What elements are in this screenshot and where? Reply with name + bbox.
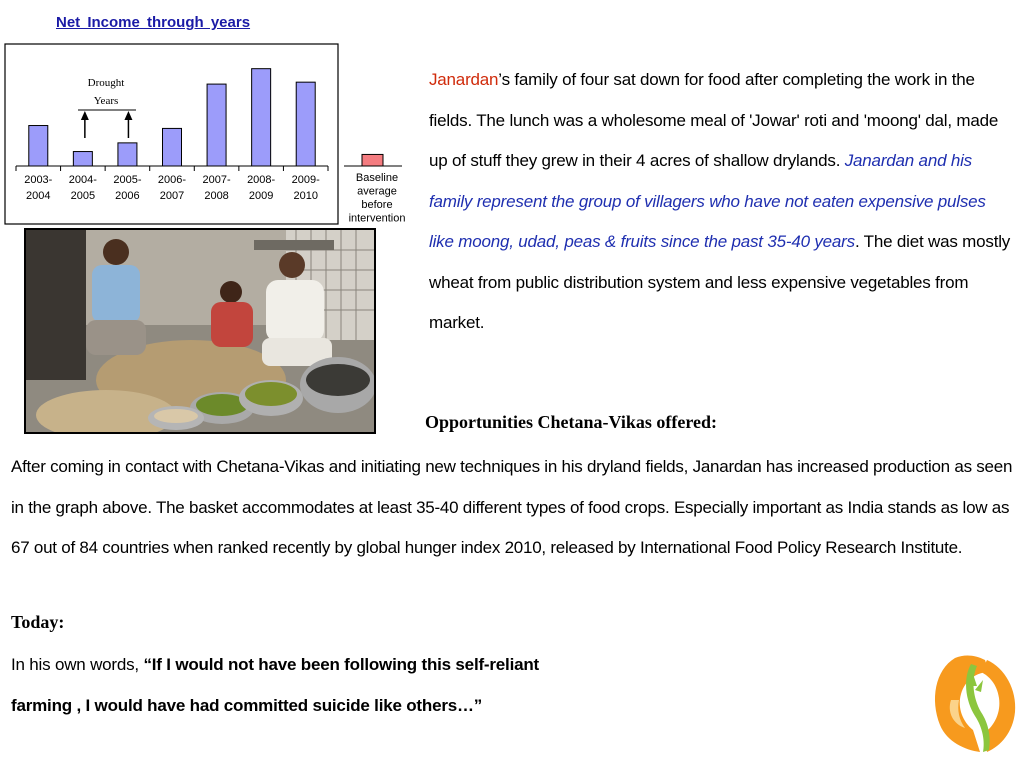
- category-label: 2009-: [291, 174, 320, 186]
- quote-intro: In his own words,: [11, 655, 144, 674]
- category-label: 2009: [248, 190, 274, 202]
- story-text-1: ’s family of four sat down for food after completing the work in the fields. The lunch was a wholesome meal of 'Jowar' roti and 'moong' dal, made up of stuff they grew in their 4 acres of shallow drylands.: [429, 70, 999, 170]
- quote-part-2: farming , I would have had committed suicide like others…”: [11, 696, 483, 715]
- baseline-label: average: [357, 185, 397, 198]
- category-label: 2005: [70, 190, 96, 202]
- category-label: 2010: [293, 190, 318, 202]
- category-label: 2008: [204, 190, 229, 202]
- opportunities-body: After coming in contact with Chetana-Vikas and initiating new techniques in his dryland fields, Janardan has increased production as seen in the graph above. The basket accommodates at least 35-40 different types of food crops. Especially important as India stands as low as 67 out of 84 countries when ranked recently by global hunger index 2010, released by International Food Policy Research Institute.: [11, 457, 1013, 557]
- bar-2007-2008: [207, 84, 226, 166]
- category-label: 2004-: [68, 174, 97, 186]
- category-label: 2003-: [24, 174, 53, 186]
- story-paragraph: [429, 60, 1014, 344]
- family-photo: [24, 228, 376, 434]
- today-heading: Today:: [11, 612, 65, 632]
- category-label: 2007: [159, 190, 185, 202]
- category-label: 2008-: [247, 174, 276, 186]
- category-label: 2004: [26, 190, 51, 202]
- story-name: Janardan: [429, 70, 499, 89]
- chart-title: Net Income through years: [56, 14, 251, 31]
- bar-2008-2009: [252, 69, 271, 166]
- bar-2006-2007: [163, 128, 182, 166]
- quote-line-1: [11, 655, 539, 675]
- bar-2009-2010: [296, 82, 315, 166]
- net-income-chart: [0, 40, 420, 230]
- category-label: 2006-: [157, 174, 187, 186]
- baseline-label: before: [361, 199, 393, 211]
- bar-2003-2004: [29, 126, 48, 166]
- drought-label-line2: Years: [93, 95, 119, 107]
- story-italic-text: Janardan and his family represent the group of villagers who have not eaten expensive pulses like moong, udad, peas & fruits since the past 35-40 years: [429, 151, 986, 251]
- family-photo-illustration: [26, 230, 374, 432]
- category-label: 2007-: [202, 174, 231, 186]
- bar-2004-2005: [73, 152, 92, 166]
- bar-2005-2006: [118, 143, 137, 166]
- opportunities-heading: Opportunities Chetana-Vikas offered:: [425, 412, 717, 432]
- baseline-label: intervention: [348, 212, 406, 225]
- drought-label-line1: Drought: [87, 77, 125, 89]
- baseline-label: Baseline: [355, 172, 399, 184]
- quote-part-1: “If I would not have been following this self-reliant: [143, 655, 540, 674]
- story-text-2: . The diet was mostly wheat from public distribution system and less expensive vegetables from market.: [429, 232, 1011, 332]
- category-label: 2005-: [113, 174, 142, 186]
- chetana-vikas-logo: [925, 650, 1020, 755]
- category-label: 2006: [115, 190, 140, 202]
- baseline-bar: [362, 154, 383, 166]
